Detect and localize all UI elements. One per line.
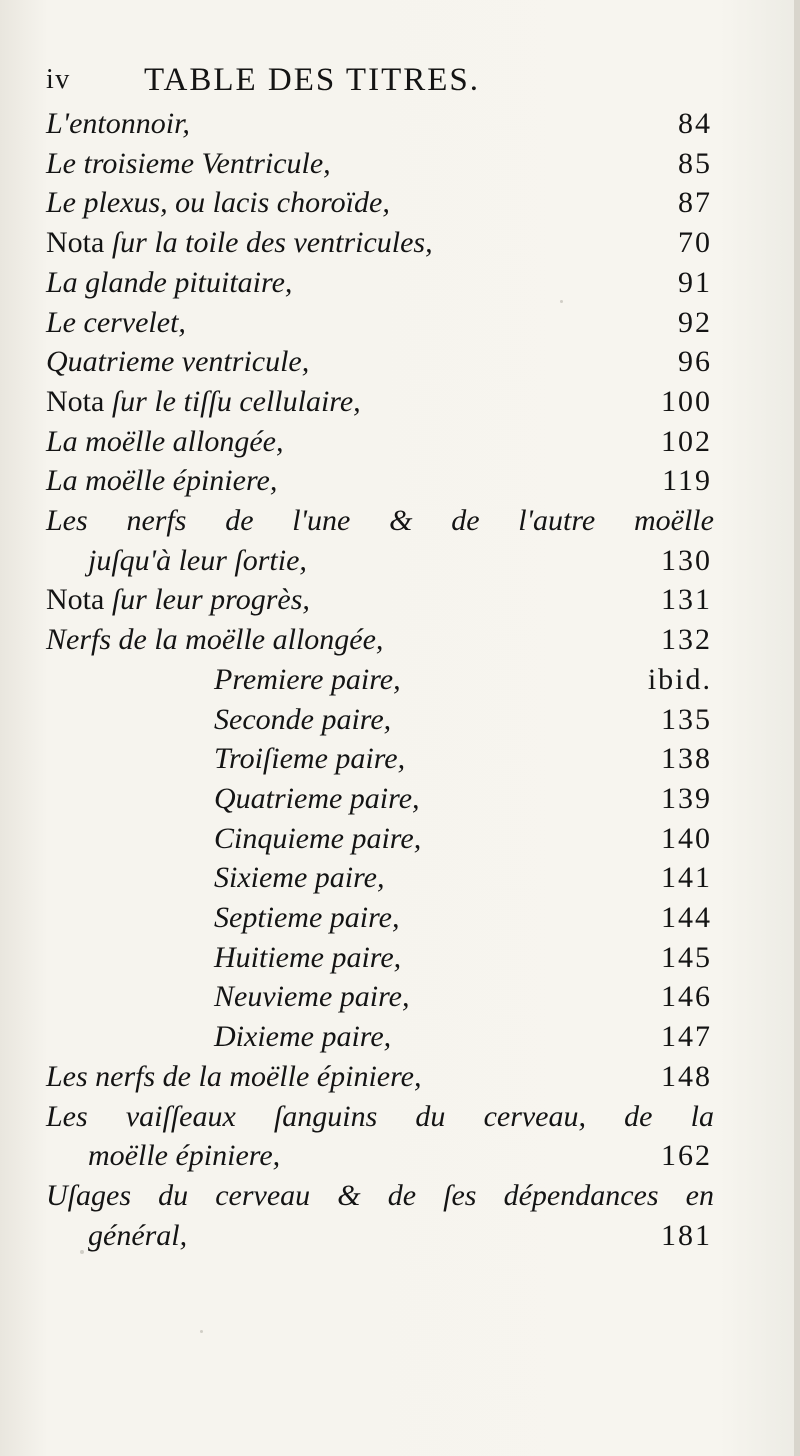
toc-entry (0, 223, 800, 263)
toc-entry (0, 1136, 800, 1176)
toc-entry-label (46, 1176, 714, 1216)
toc-page-number: 139 (661, 781, 712, 815)
nota-prefix: Nota (46, 384, 105, 418)
toc-page-number: 144 (661, 901, 712, 934)
toc-entry (0, 660, 800, 700)
running-title: TABLE DES TITRES. (144, 62, 480, 98)
toc-entry-text: Neuvieme paire, (214, 980, 410, 1014)
toc-entry-text: Huitieme paire, (214, 940, 402, 974)
toc-entry-label (46, 263, 292, 303)
toc-entry (0, 620, 800, 660)
toc-entry (0, 819, 800, 859)
toc-entry (0, 382, 800, 422)
toc-entry (0, 898, 800, 938)
toc-entry-text: Le plexus, ou lacis choroïde, (46, 186, 390, 220)
toc-entry-text: ſur le tiſſu cellulaire, (104, 384, 361, 418)
toc-entry (0, 183, 800, 223)
toc-page-number: 70 (678, 226, 712, 260)
toc-entry-label (88, 1136, 280, 1176)
toc-entry-text: moëlle épiniere, (88, 1139, 281, 1173)
toc-entry (0, 977, 800, 1017)
toc-word: du (158, 1178, 189, 1212)
toc-entry-text: Sixieme paire, (214, 861, 385, 895)
toc-word: & (337, 1178, 361, 1212)
folio-number: iv (46, 64, 71, 95)
toc-page-number: 181 (661, 1218, 712, 1252)
toc-entry-label (46, 501, 714, 541)
toc-word: ſes (443, 1178, 477, 1212)
toc-entry-label (46, 183, 390, 223)
toc-entry-label (46, 303, 186, 343)
toc-page-number: 146 (661, 980, 712, 1014)
toc-entry-label (214, 739, 405, 779)
toc-word: en (685, 1178, 714, 1212)
toc-entry (0, 1017, 800, 1057)
toc-entry (0, 303, 800, 343)
toc-entry-text: Premiere paire, (214, 662, 401, 696)
toc-entry (0, 858, 800, 898)
toc-page-number: 87 (678, 186, 712, 220)
toc-entry-wrapped (0, 1097, 800, 1137)
toc-entry-label (46, 580, 310, 620)
toc-page-number: 131 (661, 583, 712, 617)
toc-word: de (387, 1178, 417, 1212)
toc-entry (0, 541, 800, 581)
toc-page-number: 132 (661, 623, 712, 657)
toc-entry-label (214, 898, 400, 938)
toc-entry-label (46, 144, 331, 184)
toc-page-number: 148 (661, 1059, 712, 1093)
toc-entry-text: L'entonnoir, (46, 107, 190, 140)
toc-entry (0, 1216, 800, 1256)
toc-entry (0, 422, 800, 462)
toc-page-number: 100 (661, 384, 712, 418)
toc-entry-label (214, 779, 420, 819)
toc-entry-text: ſur la toile des ventricules, (104, 226, 433, 260)
toc-entry-label (214, 700, 391, 740)
toc-entry (0, 342, 800, 382)
toc-word: vaiſſeaux (125, 1099, 236, 1133)
toc-entry-label (46, 382, 361, 422)
toc-entry-label (46, 223, 433, 263)
toc-page-number: 135 (661, 702, 712, 736)
toc-entry-label (214, 977, 409, 1017)
toc-entry (0, 779, 800, 819)
toc-entry (0, 461, 800, 501)
toc-page-number: ibid. (647, 662, 712, 696)
nota-prefix: Nota (46, 226, 105, 260)
toc-word: de (451, 504, 480, 537)
toc-entry-label (46, 620, 383, 660)
toc-entry-label (46, 461, 277, 501)
toc-page-number: 130 (661, 543, 712, 577)
toc-entry-label (214, 858, 385, 898)
toc-page-number: 96 (678, 345, 712, 379)
toc-word: cerveau, (483, 1099, 586, 1133)
toc-word: ſanguins (273, 1099, 378, 1133)
toc-word: du (415, 1099, 446, 1133)
toc-entry (0, 580, 800, 620)
toc-entry (0, 1057, 800, 1097)
toc-word: la (690, 1099, 714, 1133)
toc-page-number: 84 (678, 107, 712, 140)
toc-page-number: 147 (661, 1020, 712, 1054)
toc-page-number: 91 (678, 265, 712, 299)
toc-entry-text: La glande pituitaire, (46, 265, 293, 299)
nota-prefix: Nota (46, 583, 105, 617)
toc-word: de (624, 1099, 653, 1133)
toc-word: nerfs (126, 504, 187, 537)
toc-entry-text: Cinquieme paire, (214, 821, 422, 855)
toc-entry-text: La moëlle épiniere, (46, 464, 278, 498)
toc-entry-label (46, 104, 190, 144)
toc-entry-text: La moëlle allongée, (46, 424, 284, 458)
toc-entry (0, 263, 800, 303)
toc-entry-text: Septieme paire, (214, 901, 400, 934)
toc-entry-wrapped (0, 1176, 800, 1216)
toc-word: l'autre (518, 504, 596, 537)
toc-entry (0, 739, 800, 779)
toc-page-number: 145 (661, 940, 712, 974)
toc-page-number: 138 (661, 742, 712, 776)
toc-entry-label (46, 422, 283, 462)
toc-entry-label (46, 1057, 421, 1097)
toc-entry-text: Nerfs de la moëlle allongée, (46, 623, 384, 657)
toc-entry-text: juſqu'à leur ſortie, (88, 543, 307, 577)
toc-entry-label (46, 1097, 714, 1137)
toc-entry (0, 938, 800, 978)
toc-word: l'une (292, 504, 351, 537)
toc-entry-wrapped (0, 501, 800, 541)
toc-entry-label (88, 541, 307, 581)
toc-entry (0, 700, 800, 740)
toc-page-number: 92 (678, 305, 712, 339)
toc-entry-text: général, (88, 1218, 188, 1252)
toc-page-number: 141 (661, 861, 712, 895)
toc-entry (0, 144, 800, 184)
toc-entry-label (88, 1216, 187, 1256)
toc-word: Uſages (46, 1178, 131, 1212)
toc-word: dépendances (503, 1178, 659, 1212)
toc-entry-text: Dixieme paire, (214, 1020, 392, 1054)
toc-entry-text: Quatrieme ventricule, (46, 345, 310, 379)
toc-entry-label (214, 660, 401, 700)
toc-entry-text: Seconde paire, (214, 702, 392, 736)
toc-word: Les (46, 504, 88, 537)
toc-entry-text: Les nerfs de la moëlle épiniere, (46, 1059, 422, 1093)
toc-entry-label (46, 342, 309, 382)
toc-word: cerveau (215, 1178, 311, 1212)
toc-entry (0, 104, 800, 144)
toc-word: de (225, 504, 254, 537)
page-header (46, 62, 626, 104)
toc-page-number: 162 (661, 1139, 712, 1173)
toc-entry-label (214, 819, 421, 859)
toc-word: Les (46, 1099, 88, 1133)
toc-word: moëlle (633, 504, 714, 537)
toc-entry-text: ſur leur progrès, (104, 583, 310, 617)
toc-entry-label (214, 1017, 391, 1057)
toc-entry-text: Le cervelet, (46, 305, 186, 339)
toc-entry-text: Le troisieme Ventricule, (46, 146, 331, 180)
toc-page-number: 102 (661, 424, 712, 458)
toc-entry-text: Troiſieme paire, (214, 742, 406, 776)
toc-page-number: 85 (678, 146, 712, 180)
toc-entry-label (214, 938, 401, 978)
toc-page-number: 140 (661, 821, 712, 855)
toc-word: & (389, 504, 413, 537)
toc-page-number: 119 (662, 464, 712, 498)
toc-entry-text: Quatrieme paire, (214, 781, 420, 815)
